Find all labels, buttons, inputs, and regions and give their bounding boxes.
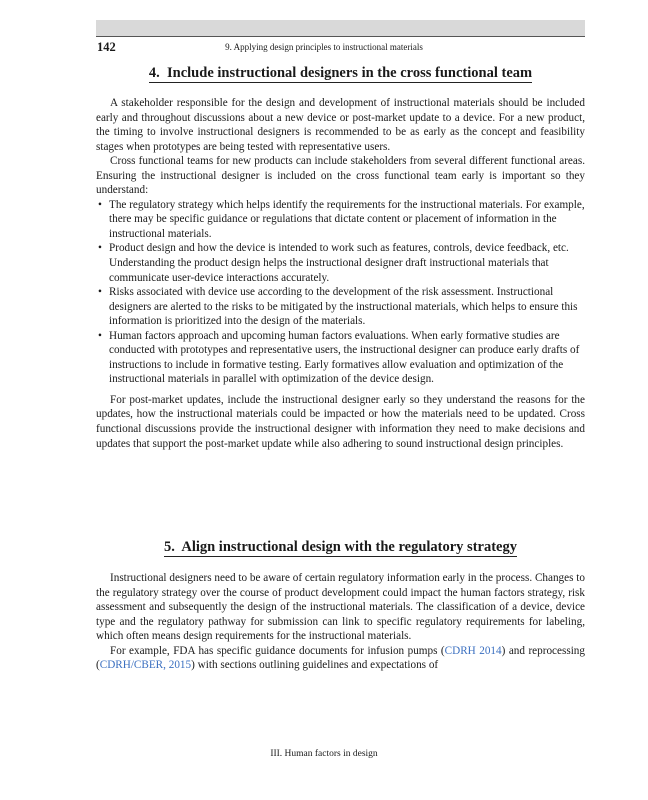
list-item: • Product design and how the device is intended to work such as features, controls, device feedback, etc. Understanding the product design helps the instructional designer draft instructional materials that communicate user-device interactions accurately.	[98, 242, 569, 284]
running-head: 9. Applying design principles to instructional materials	[225, 42, 423, 52]
bullet-icon: •	[98, 242, 102, 255]
section-5-number: 5.	[164, 539, 175, 555]
paragraph: A stakeholder responsible for the design and development of instructional materials should be included early and throughout discussions about a new device or post-market update to a device. For a new product, the timing to involve instructional designers is recommended to be as early as the concept and feasibility stages when prototypes are being tested with representative users.	[96, 97, 585, 153]
citation-link-cdrh-2014[interactable]: CDRH 2014	[444, 644, 502, 657]
page-footer: III. Human factors in design	[270, 749, 378, 759]
paragraph: Cross functional teams for new products can include stakeholders from several different functional areas. Ensuring the instructional designer is included on the cross functional team early is important so they understand:	[96, 155, 585, 197]
header-rule	[96, 36, 585, 37]
section-4-title: Include instructional designers in the cross functional team	[167, 65, 533, 81]
bullet-list	[96, 198, 585, 387]
section-5-title: Align instructional design with the regulatory strategy	[181, 539, 517, 555]
section-5-body	[96, 571, 585, 673]
section-5-heading	[96, 539, 585, 556]
list-item: • Risks associated with device use according to the development of the risk assessment. Instructional designers are alerted to the risks to be mitigated by the instructional materials, which helps to ensure this information is prioritized into the design of the materials.	[98, 286, 578, 328]
bullet-icon: •	[98, 198, 102, 211]
page-number: 142	[97, 40, 116, 54]
section-4-number: 4.	[148, 65, 160, 81]
paragraph: For example, FDA has specific guidance documents for infusion pumps (CDRH 2014) and reprocessing (CDRH/CBER, 2015) with sections outlining guidelines and expectations of	[96, 644, 585, 672]
citation-link-cdrh-cber-2015[interactable]: CDRH/CBER, 2015	[99, 659, 192, 672]
paragraph: Instructional designers need to be aware of certain regulatory information early in the process. Changes to the regulatory strategy over the course of product development could impact the human factors strategy, risk assessment and subsequently the design of the instructional materials. The classification of a device, device type and the regulatory pathway for submission can link to specific regulatory requirements for labeling, which often means design requirements for the instructional materials.	[96, 572, 585, 643]
section-4-heading	[96, 65, 585, 82]
bullet-icon: •	[98, 329, 102, 342]
bullet-icon: •	[98, 286, 102, 299]
list-item: • Human factors approach and upcoming human factors evaluations. When early formative studies are conducted with prototypes and representative users, the instructional designer can produce early drafts of instructions to include in formative testing. Early formatives allow evaluation and optimization of the instructional materials in parallel with optimization of the device design.	[98, 329, 580, 386]
section-4-body	[96, 96, 585, 451]
header-bar	[96, 20, 585, 36]
paragraph: For post-market updates, include the instructional designer early so they understand the reasons for the updates, how the instructional materials could be impacted or how the materials need to be updated. Cross functional discussions provide the instructional designer with information they need to make decisions and updates that support the post-market update while also adhering to sound instructional design principles.	[96, 393, 585, 450]
list-item: • The regulatory strategy which helps identify the requirements for the instructional materials. For example, there may be specific guidance or regulations that dictate content or placement of information in the instructional materials.	[98, 198, 585, 240]
